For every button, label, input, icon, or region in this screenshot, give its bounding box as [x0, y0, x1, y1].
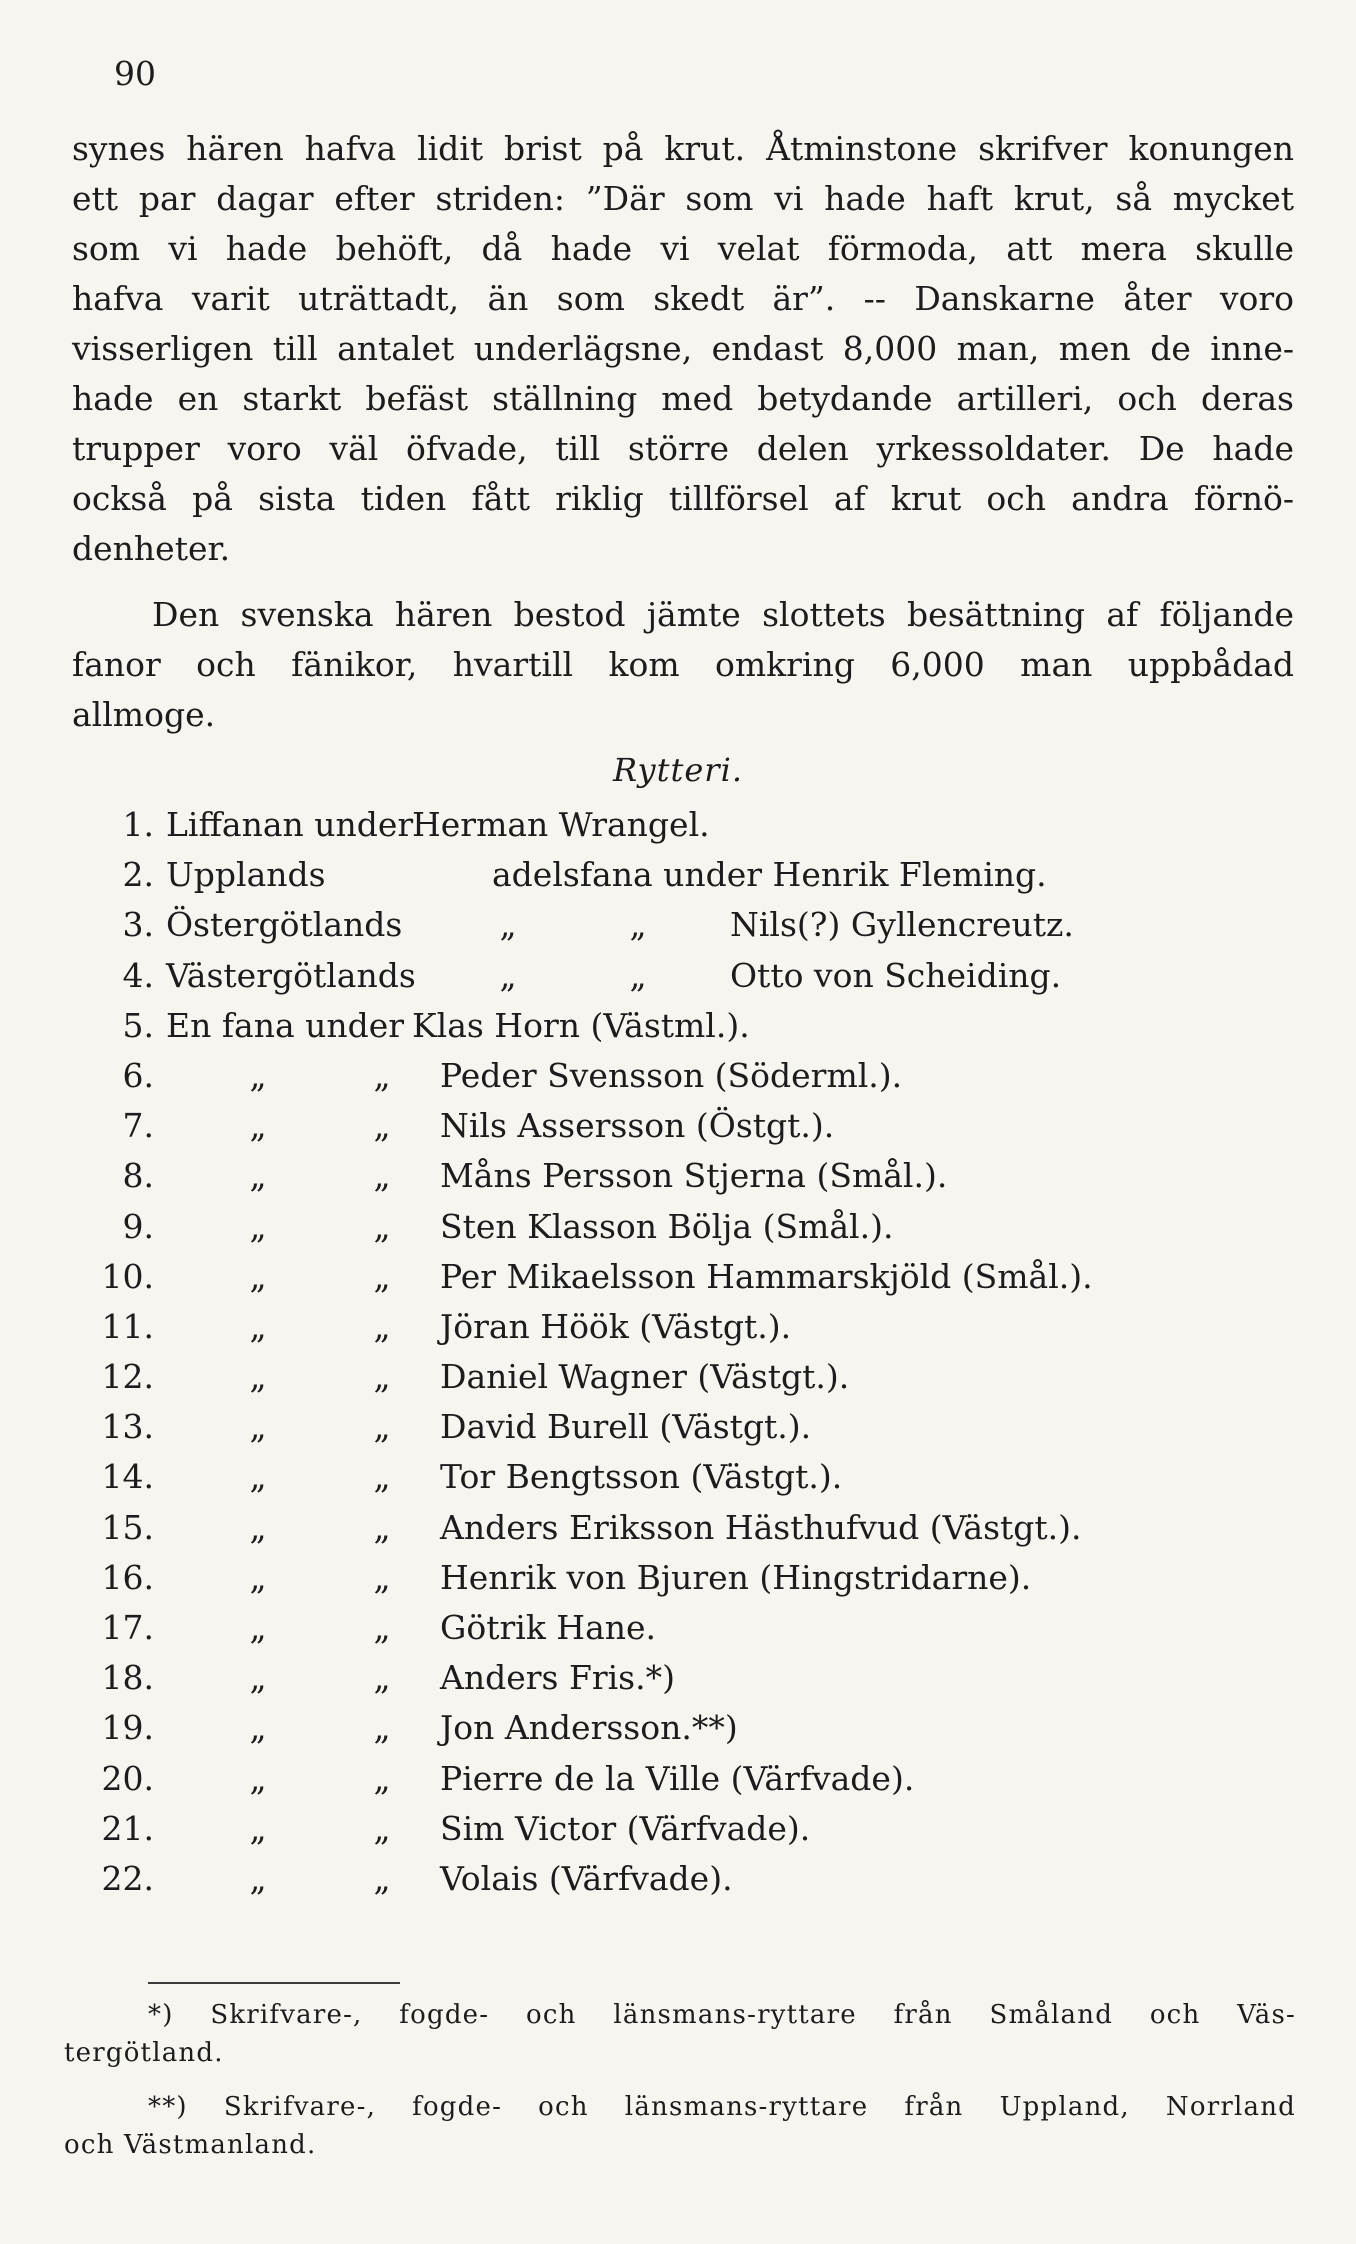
unit-label: Upplands: [166, 855, 326, 895]
text-line: också på sista tiden fått riklig tillförsel af krut och andra förnö-: [72, 479, 1294, 518]
item-number: 6.: [122, 1055, 154, 1095]
ditto-mark: „: [249, 1507, 267, 1547]
text-line: som vi hade behöft, då hade vi velat förmoda, att mera skulle: [72, 229, 1294, 268]
item-number: 20.: [101, 1758, 154, 1798]
ditto-mark: „: [249, 1808, 267, 1848]
commander: Sim Victor (Värfvade).: [440, 1808, 811, 1848]
ditto-mark: „: [373, 1758, 391, 1798]
item-number: 10.: [101, 1256, 154, 1296]
list-item: [62, 800, 1312, 850]
ditto-mark: „: [249, 1858, 267, 1898]
text-line: trupper voro väl öfvade, till större delen yrkessoldater. De hade: [72, 429, 1294, 468]
unit-list: [62, 800, 1312, 1904]
ditto-mark: „: [373, 1106, 391, 1146]
ditto-mark: „: [373, 1407, 391, 1447]
ditto-mark: „: [499, 905, 517, 945]
ditto-mark: „: [249, 1106, 267, 1146]
ditto-mark: „: [373, 1808, 391, 1848]
list-item: [62, 1854, 1312, 1904]
item-number: 5.: [122, 1005, 154, 1045]
item-number: 7.: [122, 1106, 154, 1146]
item-number: 19.: [101, 1708, 154, 1748]
item-number: 3.: [122, 905, 154, 945]
footnote-line: och Västmanland.: [64, 2130, 317, 2160]
text-line: visserligen till antalet underlägsne, endast 8,000 man, men de inne-: [72, 329, 1294, 368]
footnote-1: [64, 1996, 1296, 2072]
ditto-mark: „: [249, 1256, 267, 1296]
list-item: [62, 1452, 1312, 1502]
footnote-line: tergötland.: [64, 2038, 224, 2068]
section-title: Rytteri.: [613, 751, 743, 789]
commander: Anders Fris.*): [440, 1658, 675, 1698]
ditto-mark: „: [373, 1306, 391, 1346]
list-item: [62, 1001, 1312, 1051]
ditto-mark: „: [373, 1055, 391, 1095]
ditto-mark: „: [373, 1708, 391, 1748]
footnote-line: *) Skrifvare-, fogde- och länsmans-ryttare från Småland och Väs-: [148, 2000, 1296, 2030]
ditto-mark: „: [373, 1357, 391, 1397]
unit-label: Östergötlands: [166, 905, 403, 945]
commander: David Burell (Västgt.).: [440, 1407, 812, 1447]
ditto-mark: „: [249, 1457, 267, 1497]
ditto-mark: „: [249, 1407, 267, 1447]
commander: Daniel Wagner (Västgt.).: [440, 1357, 850, 1397]
ditto-mark: „: [249, 1206, 267, 1246]
item-number: 13.: [101, 1407, 154, 1447]
list-item: [62, 1302, 1312, 1352]
commander: Otto von Scheiding.: [730, 955, 1062, 995]
footnote-2: [64, 2088, 1296, 2164]
commander: Sten Klasson Bölja (Smål.).: [440, 1206, 894, 1246]
list-item: [62, 1603, 1312, 1653]
text-line: Den svenska hären bestod jämte slottets besättning af följande: [152, 595, 1294, 634]
commander: Jon Andersson.**): [440, 1708, 738, 1748]
item-number: 15.: [101, 1507, 154, 1547]
paragraph-2: [72, 590, 1294, 740]
ditto-mark: „: [499, 955, 517, 995]
list-item: [62, 1653, 1312, 1703]
list-item: [62, 1202, 1312, 1252]
commander: adelsfana under Henrik Fleming.: [492, 855, 1047, 895]
ditto-mark: „: [373, 1858, 391, 1898]
footnotes: [64, 1996, 1296, 2180]
commander: Jöran Höök (Västgt.).: [440, 1306, 792, 1346]
commander: Anders Eriksson Hästhufvud (Västgt.).: [440, 1507, 1082, 1547]
text-line: synes hären hafva lidit brist på krut. Åtminstone skrifver konungen: [72, 129, 1294, 168]
commander: Nils(?) Gyllencreutz.: [730, 905, 1074, 945]
paragraph-1: [72, 124, 1294, 574]
item-number: 11.: [101, 1306, 154, 1346]
item-number: 16.: [101, 1557, 154, 1597]
commander: Volais (Värfvade).: [440, 1858, 733, 1898]
ditto-mark: „: [373, 1658, 391, 1698]
item-number: 12.: [101, 1357, 154, 1397]
text-line: ett par dagar efter striden: ”Där som vi hade haft krut, så mycket: [72, 179, 1294, 218]
text-line: hade en starkt befäst ställning med betydande artilleri, och deras: [72, 379, 1294, 418]
unit-label: En fana under: [166, 1005, 405, 1045]
ditto-mark: „: [249, 1608, 267, 1647]
unit-label: Liffanan under: [166, 805, 414, 844]
commander: Peder Svensson (Söderml.).: [440, 1055, 903, 1095]
list-item: [62, 1503, 1312, 1553]
footnote-line: **) Skrifvare-, fogde- och länsmans-ryttare från Uppland, Norrland: [148, 2092, 1296, 2122]
list-item: [62, 1352, 1312, 1402]
item-number: 14.: [101, 1457, 154, 1497]
ditto-mark: „: [373, 1206, 391, 1246]
item-number: 17.: [101, 1608, 154, 1647]
item-number: 18.: [101, 1658, 154, 1698]
item-number: 1.: [122, 805, 154, 844]
commander: Götrik Hane.: [440, 1608, 657, 1647]
list-item: [62, 1754, 1312, 1804]
text-line: allmoge.: [72, 695, 216, 734]
list-item: [62, 1804, 1312, 1854]
list-item: [62, 1252, 1312, 1302]
ditto-mark: „: [249, 1055, 267, 1095]
ditto-mark: „: [249, 1658, 267, 1698]
list-item: [62, 850, 1312, 900]
commander: Klas Horn (Västml.).: [412, 1005, 750, 1045]
ditto-mark: „: [249, 1708, 267, 1748]
ditto-mark: „: [249, 1357, 267, 1397]
ditto-mark: „: [629, 905, 647, 945]
ditto-mark: „: [373, 1608, 391, 1647]
commander: Pierre de la Ville (Värfvade).: [440, 1758, 915, 1798]
footnote-rule: [148, 1982, 400, 1984]
list-item: [62, 1553, 1312, 1603]
page-number: 90: [114, 54, 156, 93]
ditto-mark: „: [373, 1256, 391, 1296]
ditto-mark: „: [373, 1156, 391, 1196]
item-number: 22.: [101, 1858, 154, 1898]
item-number: 8.: [122, 1156, 154, 1196]
list-item: [62, 900, 1312, 950]
text-line: hafva varit uträttadt, än som skedt är”. -- Danskarne åter voro: [72, 279, 1294, 318]
ditto-mark: „: [373, 1457, 391, 1497]
item-number: 2.: [122, 855, 154, 895]
text-line: denheter.: [72, 529, 231, 568]
list-item: [62, 1151, 1312, 1201]
ditto-mark: „: [629, 955, 647, 995]
list-item: [62, 1402, 1312, 1452]
text-line: fanor och fänikor, hvartill kom omkring 6,000 man uppbådad: [72, 645, 1294, 684]
ditto-mark: „: [249, 1156, 267, 1196]
list-item: [62, 1703, 1312, 1753]
commander: Herman Wrangel.: [412, 805, 710, 844]
commander: Henrik von Bjuren (Hingstridarne).: [440, 1557, 1032, 1597]
commander: Per Mikaelsson Hammarskjöld (Smål.).: [440, 1256, 1093, 1296]
ditto-mark: „: [373, 1557, 391, 1597]
unit-label: Västergötlands: [166, 955, 416, 995]
item-number: 4.: [122, 955, 154, 995]
list-item: [62, 1051, 1312, 1101]
ditto-mark: „: [373, 1507, 391, 1547]
commander: Tor Bengtsson (Västgt.).: [440, 1457, 843, 1497]
list-item: [62, 951, 1312, 1001]
list-item: [62, 1101, 1312, 1151]
ditto-mark: „: [249, 1758, 267, 1798]
list-rest: [62, 1051, 1312, 1904]
commander: Måns Persson Stjerna (Smål.).: [440, 1156, 948, 1196]
item-number: 9.: [122, 1206, 154, 1246]
ditto-mark: „: [249, 1306, 267, 1346]
item-number: 21.: [101, 1808, 154, 1848]
commander: Nils Assersson (Östgt.).: [440, 1106, 835, 1146]
ditto-mark: „: [249, 1557, 267, 1597]
